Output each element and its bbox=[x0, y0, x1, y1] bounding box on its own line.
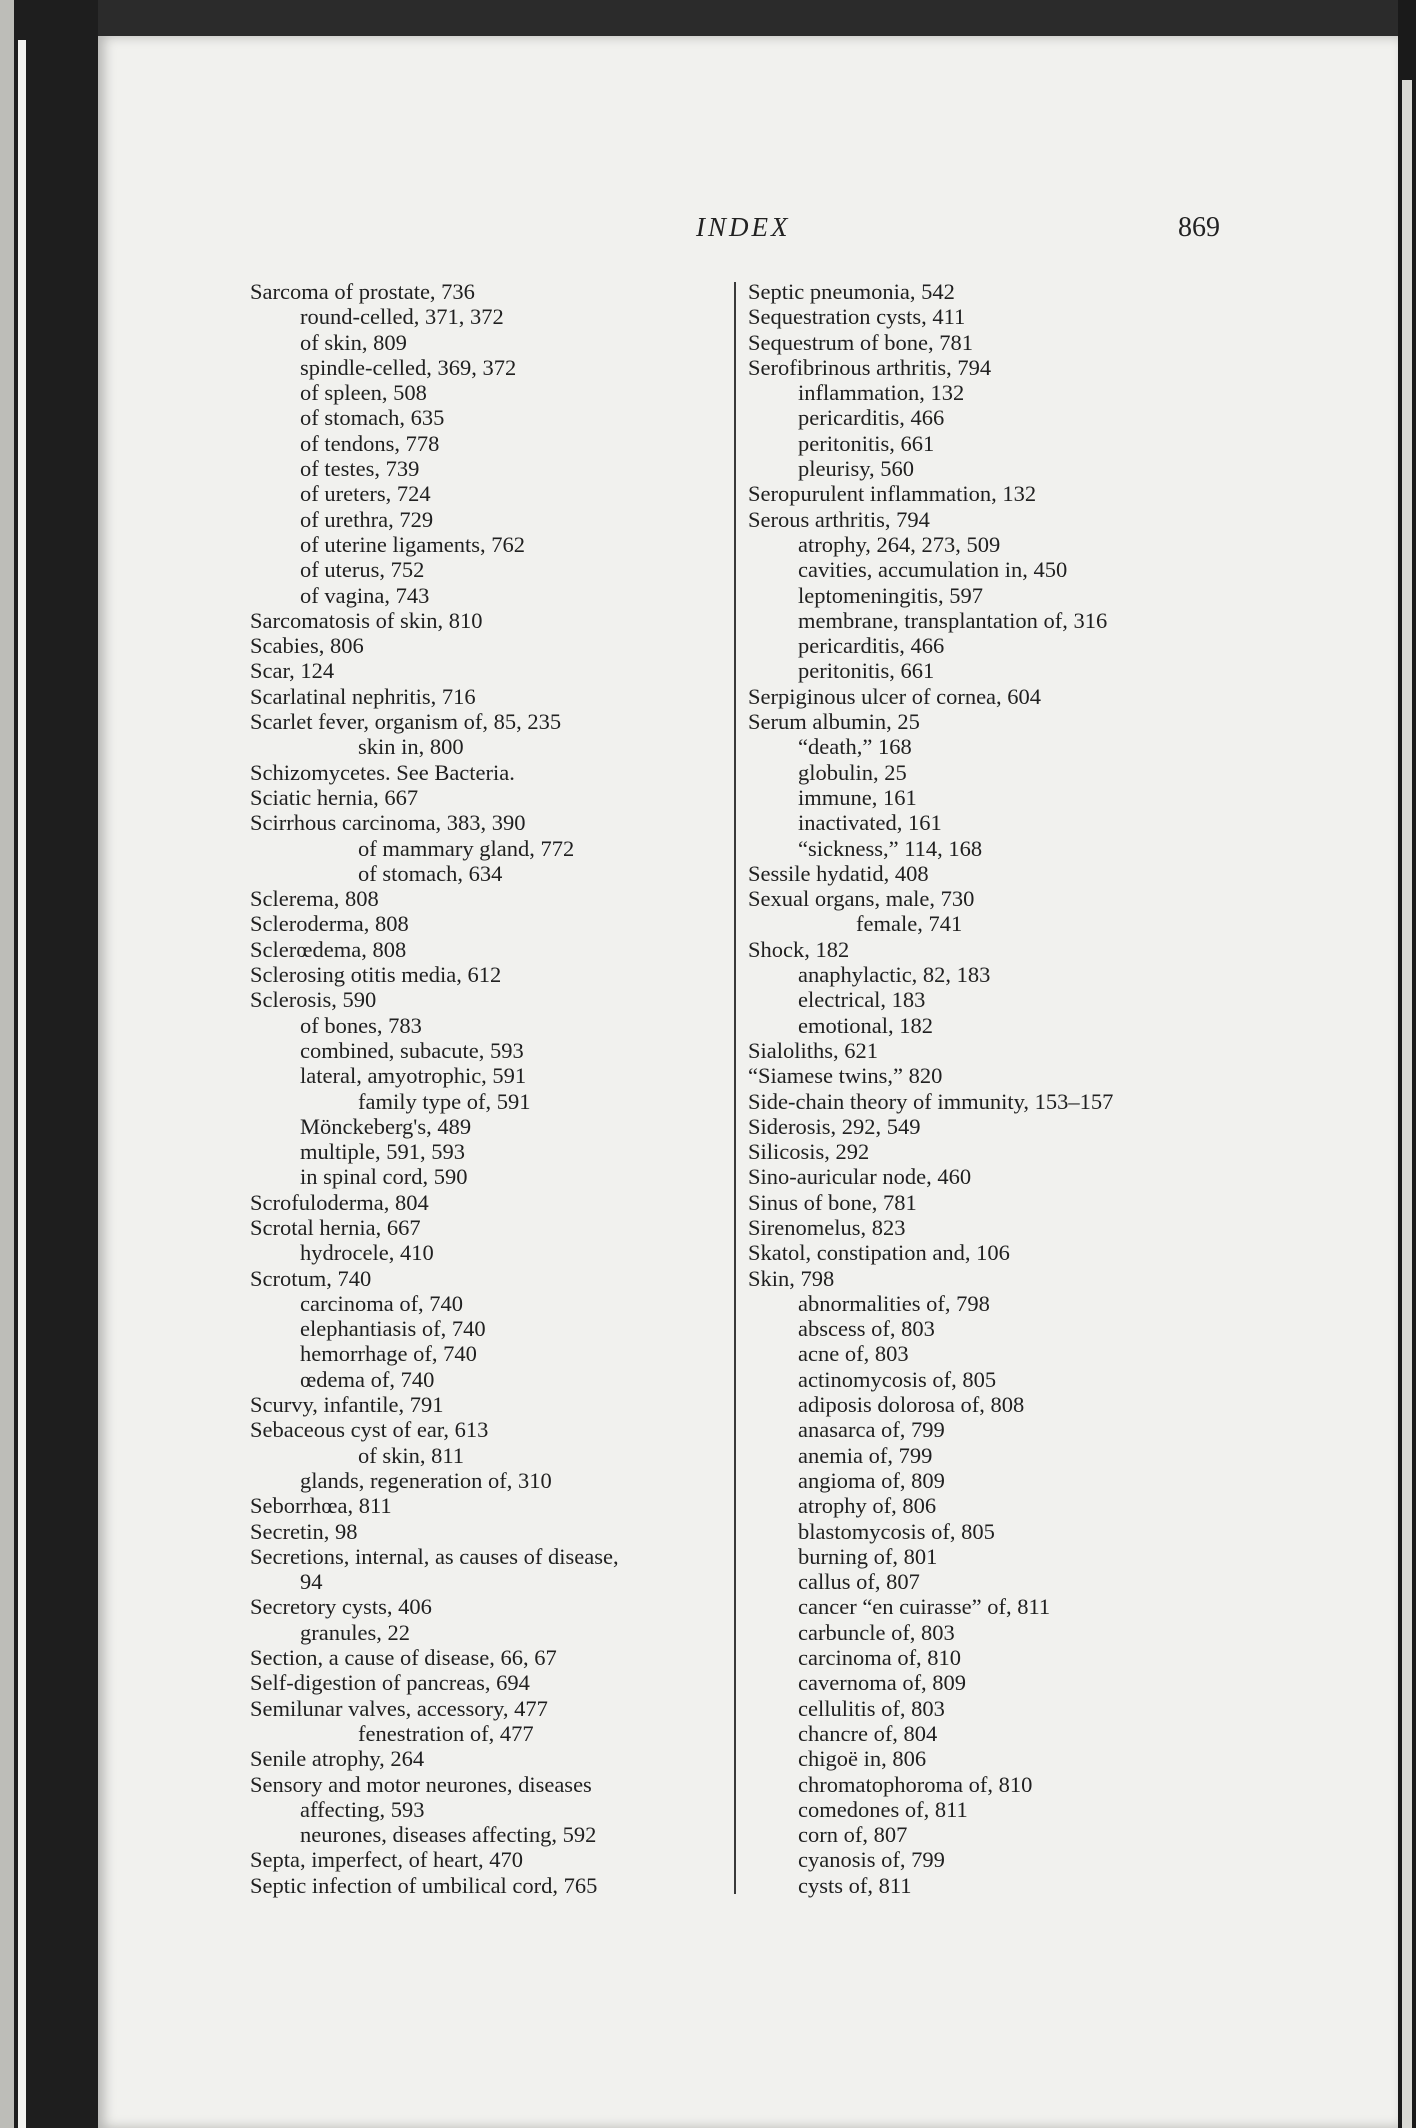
index-entry: Scrotum, 740 bbox=[250, 1265, 372, 1291]
index-entry: Sexual organs, male, 730 bbox=[748, 886, 975, 912]
index-entry: cavernoma of, 809 bbox=[798, 1670, 967, 1696]
index-entry: elephantiasis of, 740 bbox=[300, 1316, 486, 1342]
index-entry: pleurisy, 560 bbox=[798, 456, 915, 482]
index-entry: 94 bbox=[300, 1569, 323, 1595]
gutter-edge bbox=[0, 0, 14, 2128]
index-entry: of ureters, 724 bbox=[300, 481, 431, 507]
index-entry: in spinal cord, 590 bbox=[300, 1164, 468, 1190]
index-entry: combined, subacute, 593 bbox=[300, 1037, 524, 1063]
index-entry: lateral, amyotrophic, 591 bbox=[300, 1063, 527, 1089]
index-entry: Seborrhœa, 811 bbox=[250, 1493, 392, 1519]
index-entry: Secretin, 98 bbox=[250, 1518, 358, 1544]
index-entry: globulin, 25 bbox=[798, 759, 907, 785]
index-entry: Sciatic hernia, 667 bbox=[250, 784, 419, 810]
index-entry: hemorrhage of, 740 bbox=[300, 1341, 477, 1367]
index-entry: Scarlet fever, organism of, 85, 235 bbox=[250, 709, 562, 735]
index-entry: of vagina, 743 bbox=[300, 582, 430, 608]
index-entry: pericarditis, 466 bbox=[798, 405, 945, 431]
index-entry: Sebaceous cyst of ear, 613 bbox=[250, 1417, 489, 1443]
index-entry: of tendons, 778 bbox=[300, 430, 440, 456]
index-entry: pericarditis, 466 bbox=[798, 633, 945, 659]
index-entry: of stomach, 635 bbox=[300, 405, 445, 431]
index-entry: Scrotal hernia, 667 bbox=[250, 1214, 421, 1240]
index-entry: adiposis dolorosa of, 808 bbox=[798, 1392, 1025, 1418]
index-entry: “death,” 168 bbox=[798, 734, 912, 760]
index-entry: of uterus, 752 bbox=[300, 557, 425, 583]
index-entry: Silicosis, 292 bbox=[748, 1139, 870, 1165]
index-entry: Sclerosis, 590 bbox=[250, 987, 377, 1013]
index-entry: Scrofuloderma, 804 bbox=[250, 1189, 429, 1215]
index-entry: atrophy, 264, 273, 509 bbox=[798, 531, 1001, 557]
index-entry: callus of, 807 bbox=[798, 1569, 920, 1595]
index-entry: Sarcoma of prostate, 736 bbox=[250, 279, 475, 304]
index-entry: female, 741 bbox=[856, 911, 963, 937]
index-entry: Skatol, constipation and, 106 bbox=[748, 1240, 1010, 1266]
index-entry: of skin, 809 bbox=[300, 329, 407, 355]
index-entry: Scirrhous carcinoma, 383, 390 bbox=[250, 810, 526, 836]
index-entry: of uterine ligaments, 762 bbox=[300, 531, 525, 557]
index-entry: anaphylactic, 82, 183 bbox=[798, 962, 991, 988]
index-entry: Section, a cause of disease, 66, 67 bbox=[250, 1645, 557, 1671]
index-entry: cellulitis of, 803 bbox=[798, 1695, 945, 1721]
index-entry: Scabies, 806 bbox=[250, 633, 364, 659]
index-entry: of testes, 739 bbox=[300, 456, 420, 482]
index-entry: neurones, diseases affecting, 592 bbox=[300, 1822, 597, 1848]
index-entry: Skin, 798 bbox=[748, 1265, 835, 1291]
index-entry: Serous arthritis, 794 bbox=[748, 506, 930, 532]
index-entry: Septic infection of umbilical cord, 765 bbox=[250, 1872, 598, 1898]
index-entry: inactivated, 161 bbox=[798, 810, 942, 836]
index-entry: of skin, 811 bbox=[358, 1442, 465, 1468]
index-entry: cysts of, 811 bbox=[798, 1872, 912, 1898]
index-entry: Scleroderma, 808 bbox=[250, 911, 409, 937]
index-entry: acne of, 803 bbox=[798, 1341, 909, 1367]
index-entry: chromatophoroma of, 810 bbox=[798, 1771, 1033, 1797]
index-entry: of mammary gland, 772 bbox=[358, 835, 575, 861]
running-head-title: INDEX bbox=[696, 212, 791, 242]
index-entry: Self-digestion of pancreas, 694 bbox=[250, 1670, 530, 1696]
index-entry: Sinus of bone, 781 bbox=[748, 1189, 917, 1215]
index-entry: carbuncle of, 803 bbox=[798, 1619, 955, 1645]
index-entry: Sino-auricular node, 460 bbox=[748, 1164, 972, 1190]
index-entry: Secretions, internal, as causes of disease, bbox=[250, 1543, 619, 1569]
index-entry: comedones of, 811 bbox=[798, 1796, 968, 1822]
index-entry: Siderosis, 292, 549 bbox=[748, 1113, 921, 1139]
index-entry: peritonitis, 661 bbox=[798, 658, 935, 684]
index-entry: Side-chain theory of immunity, 153–157 bbox=[748, 1088, 1114, 1114]
index-entry: chigoë in, 806 bbox=[798, 1746, 927, 1772]
index-entry: anemia of, 799 bbox=[798, 1442, 933, 1468]
index-entry: Serofibrinous arthritis, 794 bbox=[748, 354, 992, 380]
index-entry: anasarca of, 799 bbox=[798, 1417, 945, 1443]
index-entry: granules, 22 bbox=[300, 1619, 410, 1645]
index-entry: angioma of, 809 bbox=[798, 1467, 945, 1493]
index-entry: carcinoma of, 740 bbox=[300, 1290, 464, 1316]
index-entry: emotional, 182 bbox=[798, 1012, 933, 1038]
index-entry: corn of, 807 bbox=[798, 1822, 908, 1848]
index-entry: Sessile hydatid, 408 bbox=[748, 860, 929, 886]
index-entry: Sarcomatosis of skin, 810 bbox=[250, 607, 483, 633]
index-entry: Sclerosing otitis media, 612 bbox=[250, 962, 502, 988]
index-entry: Serum albumin, 25 bbox=[748, 709, 920, 735]
facing-page-edge bbox=[18, 40, 26, 2128]
index-entry: Seropurulent inflammation, 132 bbox=[748, 481, 1037, 507]
index-entry: fenestration of, 477 bbox=[358, 1720, 534, 1746]
index-entry: Sensory and motor neurones, diseases bbox=[250, 1771, 592, 1797]
index-entry: Semilunar valves, accessory, 477 bbox=[250, 1695, 548, 1721]
index-entry: Sialoliths, 621 bbox=[748, 1037, 879, 1063]
index-entry: spindle-celled, 369, 372 bbox=[300, 354, 517, 380]
index-entry: affecting, 593 bbox=[300, 1796, 425, 1822]
index-entry: hydrocele, 410 bbox=[300, 1240, 434, 1266]
index-entry: skin in, 800 bbox=[358, 734, 464, 760]
index-entry: Sclerema, 808 bbox=[250, 886, 379, 912]
index-entry: Septa, imperfect, of heart, 470 bbox=[250, 1847, 524, 1873]
index-entry: blastomycosis of, 805 bbox=[798, 1518, 995, 1544]
index-entry: abnormalities of, 798 bbox=[798, 1290, 990, 1316]
index-entry: Sequestration cysts, 411 bbox=[748, 304, 966, 330]
page-stack-edge bbox=[1402, 80, 1412, 2128]
column-rule bbox=[734, 282, 736, 1894]
page-number: 869 bbox=[1178, 212, 1220, 243]
index-entry: “Siamese twins,” 820 bbox=[748, 1063, 943, 1089]
index-entry: atrophy of, 806 bbox=[798, 1493, 937, 1519]
index-entry: carcinoma of, 810 bbox=[798, 1645, 962, 1671]
index-entry: Scarlatinal nephritis, 716 bbox=[250, 683, 476, 709]
index-entry: Septic pneumonia, 542 bbox=[748, 279, 955, 304]
index-entry: œdema of, 740 bbox=[300, 1366, 435, 1392]
index-entry: of stomach, 634 bbox=[358, 860, 503, 886]
index-entry: Scar, 124 bbox=[250, 658, 335, 684]
index-entry: cancer “en cuirasse” of, 811 bbox=[798, 1594, 1051, 1620]
index-entry: Shock, 182 bbox=[748, 936, 850, 962]
page-edge-right bbox=[1398, 0, 1416, 2128]
index-entry: “sickness,” 114, 168 bbox=[798, 835, 983, 861]
index-entry: peritonitis, 661 bbox=[798, 430, 935, 456]
index-entry: Senile atrophy, 264 bbox=[250, 1746, 425, 1772]
book-gutter bbox=[0, 0, 98, 2128]
index-entry: of urethra, 729 bbox=[300, 506, 434, 532]
index-entry: Scurvy, infantile, 791 bbox=[250, 1392, 444, 1418]
index-entry: round-celled, 371, 372 bbox=[300, 304, 504, 330]
index-entry: multiple, 591, 593 bbox=[300, 1139, 465, 1165]
index-entry: cavities, accumulation in, 450 bbox=[798, 557, 1068, 583]
index-entry: inflammation, 132 bbox=[798, 380, 965, 406]
index-entry: electrical, 183 bbox=[798, 987, 926, 1013]
index-entry: Secretory cysts, 406 bbox=[250, 1594, 432, 1620]
index-entry: Schizomycetes. See Bacteria. bbox=[250, 759, 515, 785]
index-entry: abscess of, 803 bbox=[798, 1316, 935, 1342]
index-entry: glands, regeneration of, 310 bbox=[300, 1467, 552, 1493]
index-entry: Sirenomelus, 823 bbox=[748, 1214, 906, 1240]
index-entry: burning of, 801 bbox=[798, 1543, 938, 1569]
index-entry: actinomycosis of, 805 bbox=[798, 1366, 997, 1392]
index-entry: Sclerœdema, 808 bbox=[250, 936, 407, 962]
running-head bbox=[0, 212, 1416, 252]
index-entry: Sequestrum of bone, 781 bbox=[748, 329, 973, 355]
index-entry: of spleen, 508 bbox=[300, 380, 427, 406]
index-entry: Serpiginous ulcer of cornea, 604 bbox=[748, 683, 1042, 709]
index-entry: Mönckeberg's, 489 bbox=[300, 1113, 472, 1139]
index-entry: membrane, transplantation of, 316 bbox=[798, 607, 1108, 633]
index-entry: leptomeningitis, 597 bbox=[798, 582, 983, 608]
index-entry: of bones, 783 bbox=[300, 1012, 422, 1038]
index-column-left bbox=[250, 279, 730, 1898]
index-entry: cyanosis of, 799 bbox=[798, 1847, 945, 1873]
index-column-right bbox=[748, 279, 1228, 1898]
index-entry: immune, 161 bbox=[798, 784, 917, 810]
index-entry: chancre of, 804 bbox=[798, 1720, 938, 1746]
index-entry: family type of, 591 bbox=[358, 1088, 531, 1114]
